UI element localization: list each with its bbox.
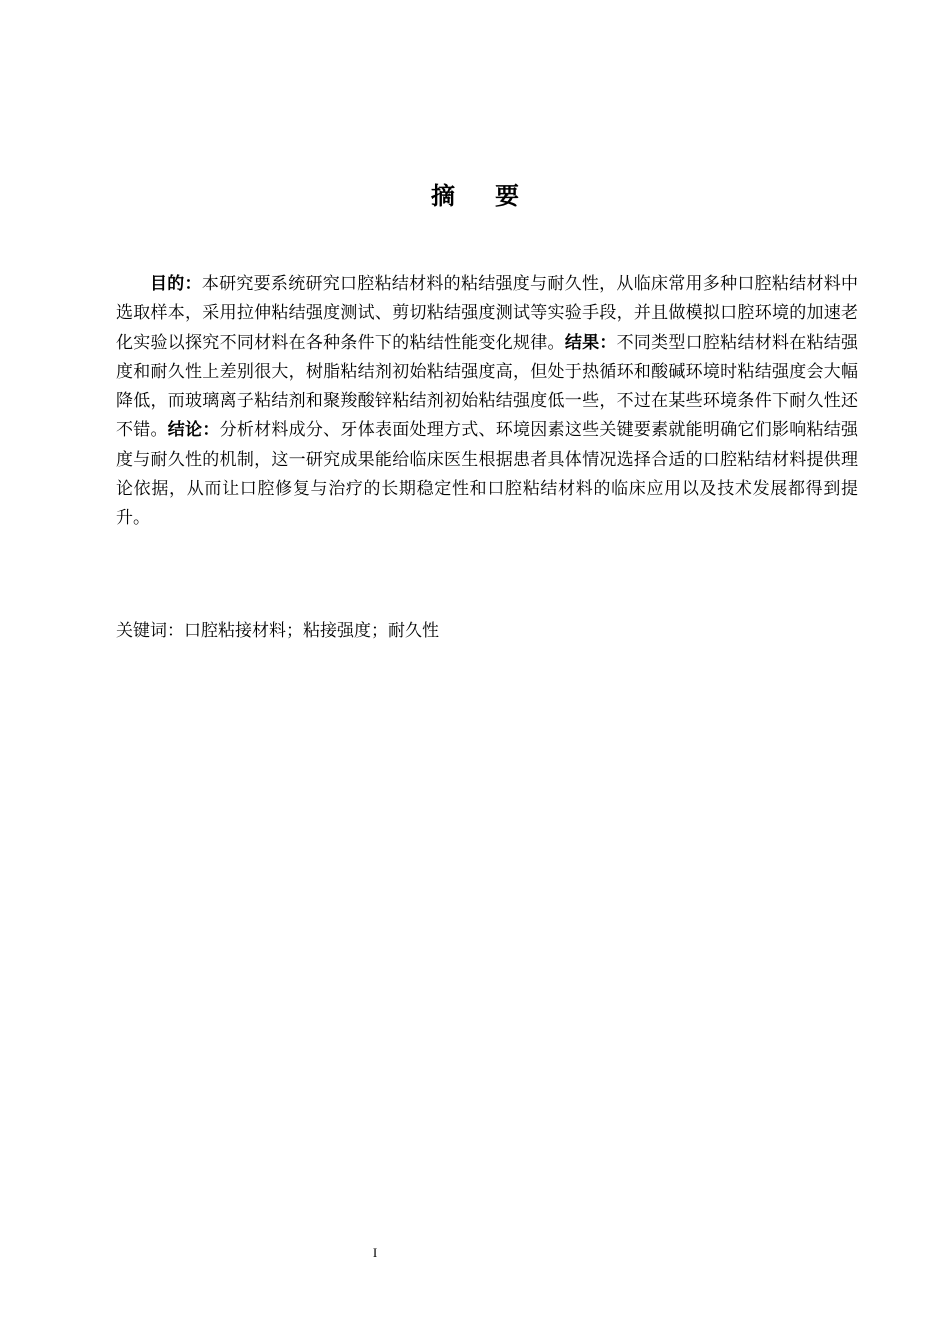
keywords-label: 关键词： — [116, 621, 184, 641]
abstract-paragraph — [116, 270, 858, 534]
conclusion-text: 分析材料成分、牙体表面处理方式、环境因素这些关键要素就能明确它们影响粘结强度与耐久性的机制，这一研究成果能给临床医生根据患者具体情况选择合适的口腔粘结材料提供理论依据，从而让口腔修复与治疗的长期稳定性和口腔粘结材料的临床应用以及技术发展都得到提升。 — [116, 420, 859, 529]
conclusion-label: 结论： — [167, 420, 220, 441]
objective-text: 本研究要系统研究口腔粘结材料的粘结强度与耐久性，从临床常用多种口腔粘结材料中选取样本，采用拉伸粘结强度测试、剪切粘结强度测试等实验手段，并且做模拟口腔环境的加速老化实验以探究不同材料在各种条件下的粘结性能变化规律。 — [116, 274, 859, 353]
objective-label: 目的： — [150, 274, 202, 294]
results-text: 不同类型口腔粘结材料在粘结强度和耐久性上差别很大，树脂粘结剂初始粘结强度高，但处于热循环和酸碱环境时粘结强度会大幅降低，而玻璃离子粘结剂和聚羧酸锌粘结剂初始粘结强度低一些，不过在某些环境条件下耐久性还不错。 — [116, 332, 859, 441]
page-title: 摘要 — [431, 182, 559, 210]
results-label: 结果： — [564, 332, 617, 353]
page-number: I — [372, 1245, 378, 1260]
keywords-text: 口腔粘接材料；粘接强度；耐久性 — [184, 621, 439, 641]
keywords-line — [116, 617, 858, 646]
